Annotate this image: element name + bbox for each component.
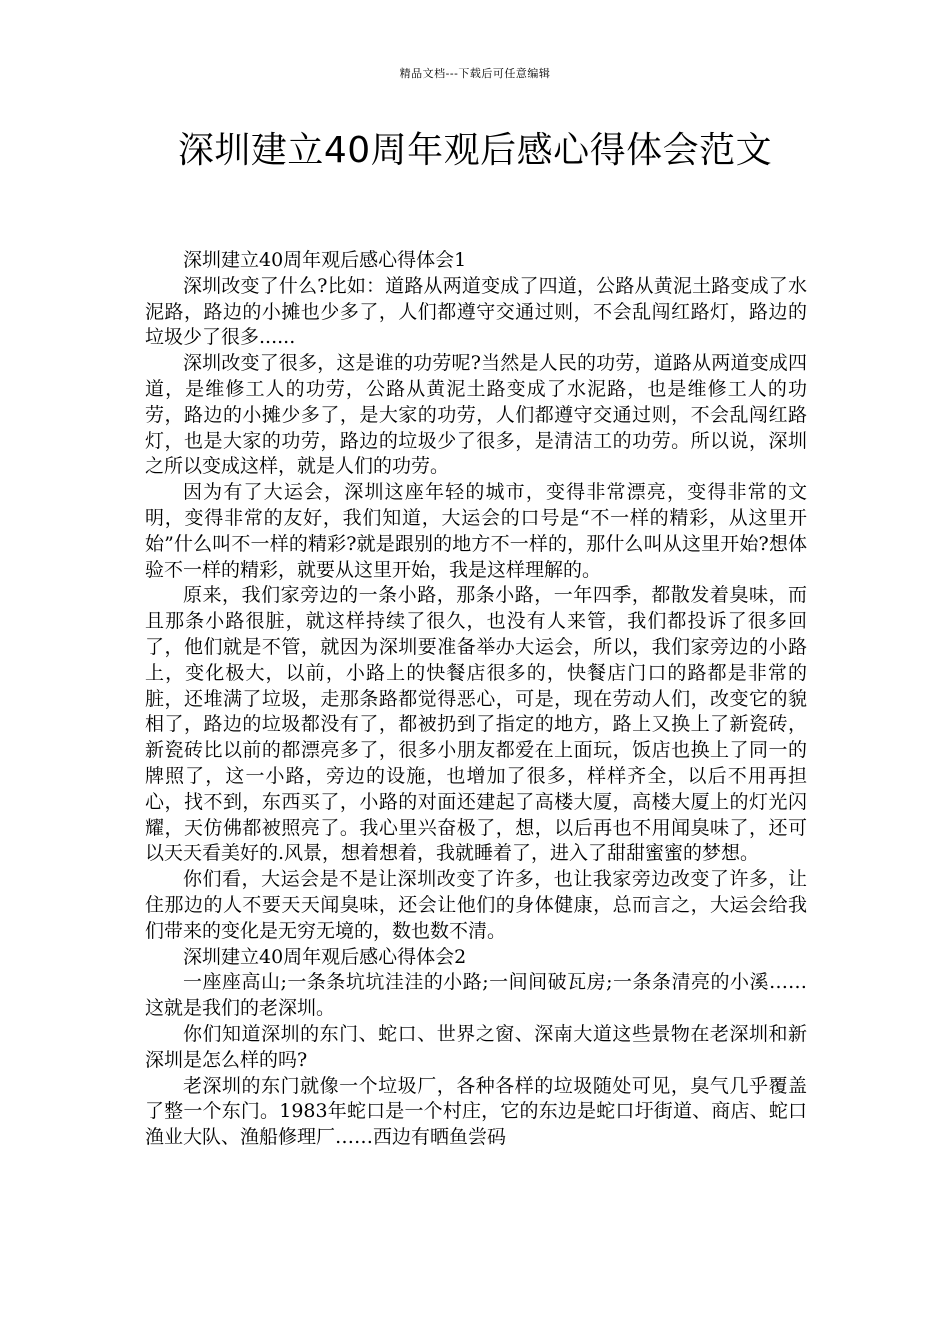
body-paragraph: 因为有了大运会，深圳这座年轻的城市，变得非常漂亮，变得非常的文明，变得非常的友好，我们知道，大运会的口号是“不一样的精彩，从这里开始”什么叫不一样的精彩?就是跟别的地方不一样的，那什么叫从这里开始?想体验不一样的精彩，就要从这里开始，我是这样理解的。 xyxy=(145,481,807,581)
document-body xyxy=(145,248,807,1151)
document-title: 深圳建立40周年观后感心得体会范文 xyxy=(177,130,773,171)
section-heading-2: 深圳建立40周年观后感心得体会2 xyxy=(183,945,467,968)
body-paragraph: 你们知道深圳的东门、蛇口、世界之窗、深南大道这些景物在老深圳和新深圳是怎么样的吗? xyxy=(145,1022,807,1071)
page-header-note: 精品文档---下载后可任意编辑 xyxy=(399,67,551,80)
body-paragraph: 原来，我们家旁边的一条小路，那条小路，一年四季，都散发着臭味，而且那条小路很脏，就这样持续了很久，也没有人来管，我们都投诉了很多回了，他们就是不管，就因为深圳要准备举办大运会，所以，我们家旁边的小路上，变化极大，以前，小路上的快餐店很多的，快餐店门口的路都是非常的脏，还堆满了垃圾，走那条路都觉得恶心，可是，现在劳动人们，改变它的貌相了，路边的垃圾都没有了，都被扔到了指定的地方，路上又换上了新瓷砖，新瓷砖比以前的都漂亮多了，很多小朋友都爱在上面玩，饭店也换上了同一的牌照了，这一小路，旁边的设施，也增加了很多，样样齐全，以后不用再担心，找不到，东西买了，小路的对面还建起了高楼大厦，高楼大厦上的灯光闪耀，天仿佛都被照亮了。我心里兴奋极了，想，以后再也不用闻臭味了，还可以天天看美好的.风景，想着想着，我就睡着了，进入了甜甜蜜蜜的梦想。 xyxy=(145,584,807,865)
body-paragraph: 一座座高山;一条条坑坑洼洼的小路;一间间破瓦房;一条条清亮的小溪……这就是我们的老深圳。 xyxy=(145,971,807,1020)
section-heading-1: 深圳建立40周年观后感心得体会1 xyxy=(183,249,467,271)
body-paragraph: 你们看，大运会是不是让深圳改变了许多，也让我家旁边改变了许多，让住那边的人不要天天闻臭味，还会让他们的身体健康，总而言之，大运会给我们带来的变化是无穷无境的，数也数不清。 xyxy=(145,868,807,942)
body-paragraph: 深圳改变了什么?比如：道路从两道变成了四道，公路从黄泥土路变成了水泥路，路边的小摊也少多了，人们都遵守交通过则，不会乱闯红路灯，路边的垃圾少了很多...... xyxy=(145,274,807,349)
body-paragraph: 老深圳的东门就像一个垃圾厂，各种各样的垃圾随处可见，臭气几乎覆盖了整一个东门。1983年蛇口是一个村庄，它的东边是蛇口圩街道、商店、蛇口渔业大队、渔船修理厂……西边有晒鱼尝码 xyxy=(145,1074,807,1149)
body-paragraph: 深圳改变了很多，这是谁的功劳呢?当然是人民的功劳，道路从两道变成四道，是维修工人的功劳，公路从黄泥土路变成了水泥路，也是维修工人的功劳，路边的小摊少多了，是大家的功劳，人们都遵守交通过则，不会乱闯红路灯，也是大家的功劳，路边的垃圾少了很多，是清洁工的功劳。所以说，深圳之所以变成这样，就是人们的功劳。 xyxy=(145,352,807,478)
